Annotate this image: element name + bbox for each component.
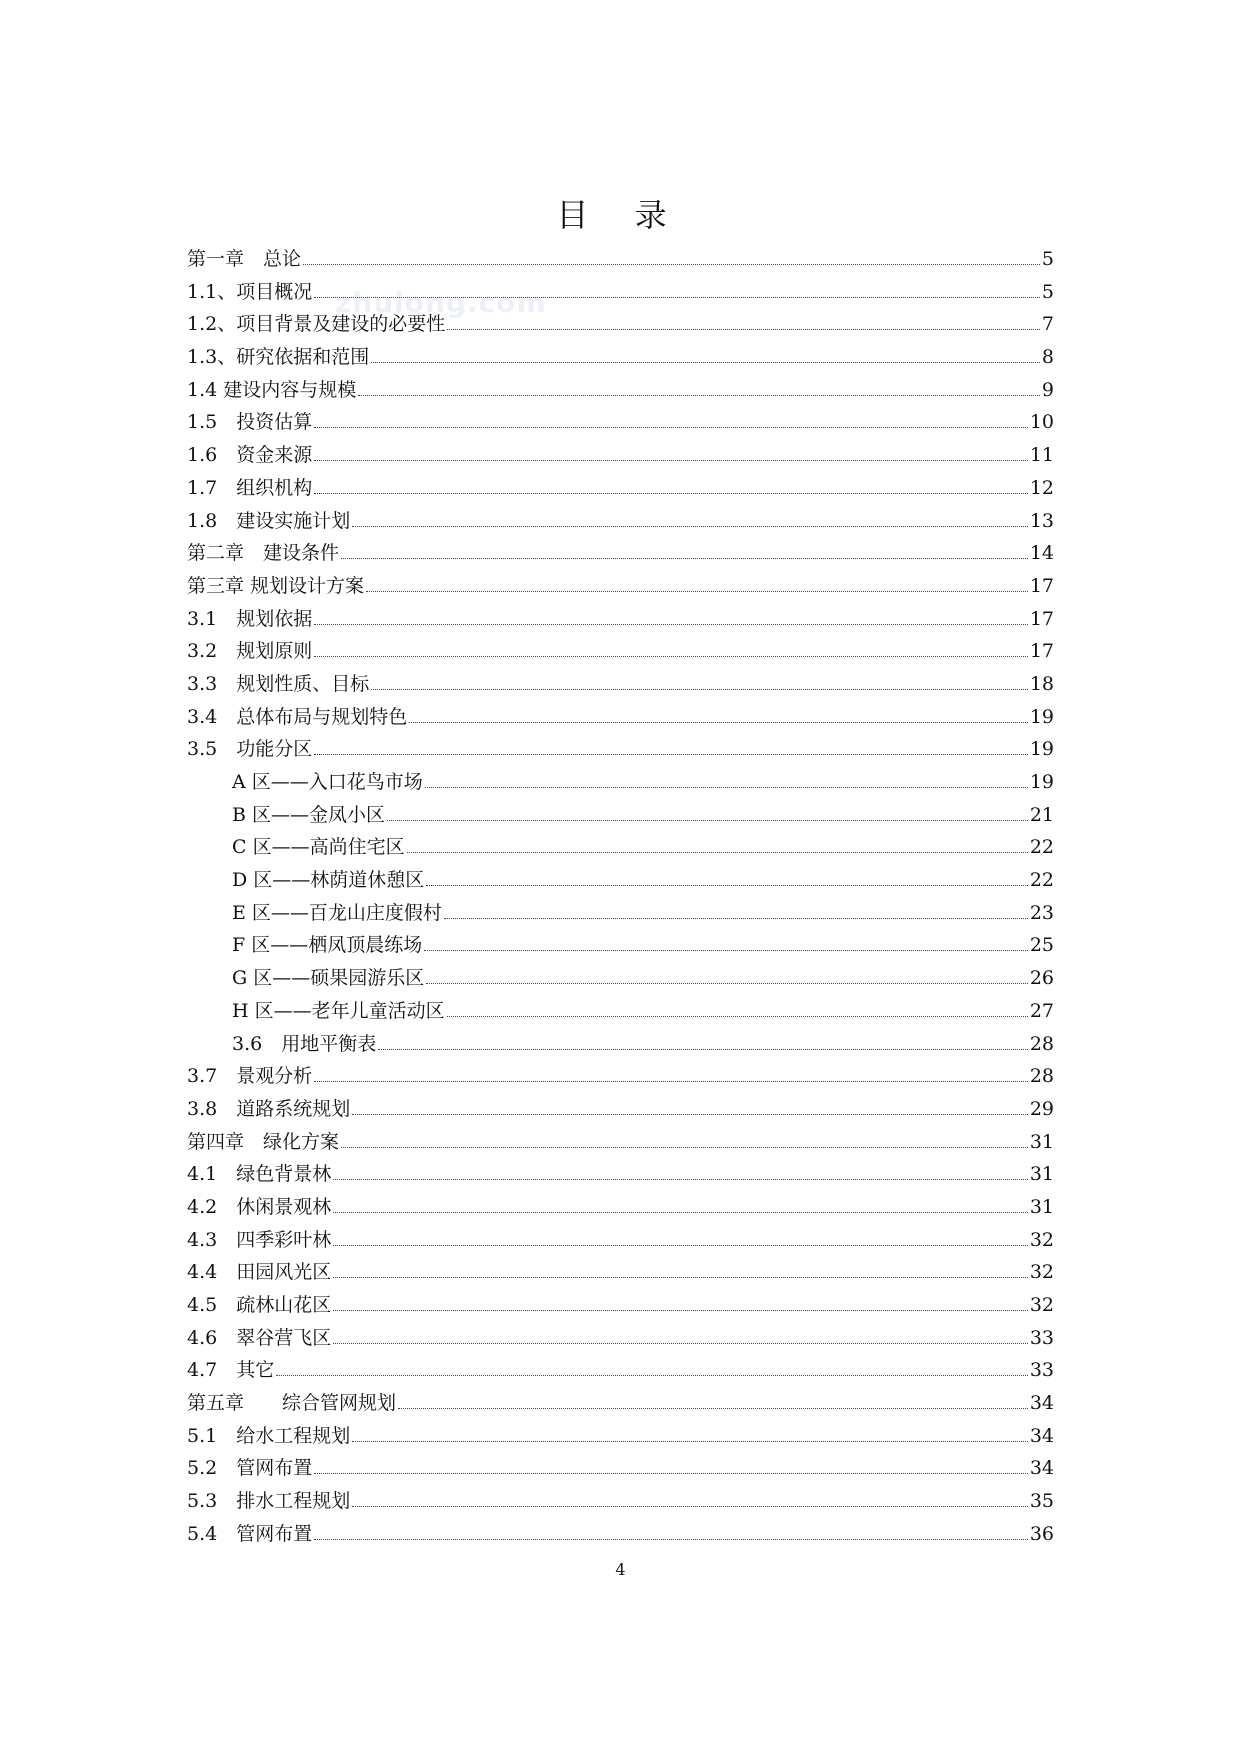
toc-entry-label: 4.5 疏林山花区	[187, 1294, 332, 1316]
toc-entry[interactable]	[187, 1421, 1054, 1454]
toc-entry[interactable]	[187, 440, 1054, 473]
toc-entry-page: 32	[1029, 1228, 1054, 1251]
toc-entry-page: 34	[1029, 1424, 1054, 1447]
toc-entry[interactable]	[187, 767, 1054, 800]
toc-leader-dots	[276, 1374, 1028, 1376]
toc-leader-dots	[341, 557, 1028, 559]
toc-entry-label: 第五章 综合管网规划	[187, 1392, 397, 1415]
toc-entry[interactable]	[187, 1061, 1054, 1094]
toc-leader-dots	[314, 1472, 1028, 1474]
toc-leader-dots	[398, 1407, 1028, 1409]
toc-entry-label: 4.6 翠谷营飞区	[187, 1326, 332, 1349]
toc-entry-page: 34	[1029, 1392, 1054, 1415]
toc-leader-dots	[333, 1244, 1028, 1246]
toc-entry[interactable]	[187, 407, 1054, 440]
toc-entry[interactable]	[187, 734, 1054, 767]
toc-leader-dots	[314, 426, 1028, 428]
toc-entry-page: 8	[1041, 346, 1054, 369]
toc-entry-label: 3.1 规划依据	[187, 607, 313, 630]
toc-entry-label: 1.6 资金来源	[187, 444, 313, 467]
toc-entry-page: 23	[1029, 901, 1054, 924]
toc-entry-page: 31	[1029, 1163, 1054, 1186]
toc-entry-label: 1.1、项目概况	[187, 280, 313, 303]
toc-leader-dots	[314, 753, 1028, 755]
toc-entry-page: 36	[1029, 1522, 1054, 1545]
toc-entry-label: 4.7 其它	[187, 1359, 275, 1382]
toc-entry-page: 34	[1029, 1457, 1054, 1480]
toc-entry[interactable]	[187, 1519, 1054, 1552]
toc-entry-page: 18	[1029, 672, 1054, 695]
toc-entry-page: 10	[1029, 411, 1054, 434]
toc-entry[interactable]	[187, 963, 1054, 996]
toc-entry[interactable]	[187, 865, 1054, 898]
toc-entry-page: 27	[1029, 999, 1054, 1022]
toc-entry-label: C 区——高尚住宅区	[232, 836, 405, 859]
toc-entry[interactable]	[187, 636, 1054, 669]
toc-entry[interactable]	[187, 898, 1054, 931]
toc-entry-page: 22	[1029, 836, 1054, 859]
toc-entry-page: 33	[1029, 1359, 1054, 1382]
toc-leader-dots	[333, 1276, 1028, 1278]
toc-entry[interactable]	[187, 1323, 1054, 1356]
toc-entry-page: 26	[1029, 967, 1054, 990]
toc-leader-dots	[352, 525, 1028, 527]
toc-entry[interactable]	[187, 930, 1054, 963]
page-number: 4	[615, 1560, 626, 1579]
toc-entry[interactable]	[187, 244, 1054, 277]
toc-entry[interactable]	[187, 1127, 1054, 1160]
toc-entry-page: 17	[1029, 640, 1054, 663]
toc-entry[interactable]	[187, 473, 1054, 506]
toc-leader-dots	[371, 361, 1040, 363]
toc-leader-dots	[333, 1178, 1028, 1180]
toc-leader-dots	[371, 688, 1028, 690]
toc-leader-dots	[444, 917, 1028, 919]
toc-leader-dots	[314, 655, 1028, 657]
toc-entry[interactable]	[187, 1486, 1054, 1519]
toc-entry[interactable]	[187, 342, 1054, 375]
toc-leader-dots	[425, 786, 1028, 788]
toc-leader-dots	[424, 949, 1028, 951]
toc-leader-dots	[447, 1015, 1028, 1017]
toc-leader-dots	[314, 623, 1028, 625]
toc-entry[interactable]	[187, 1388, 1054, 1421]
toc-entry-page: 31	[1029, 1195, 1054, 1218]
toc-entry[interactable]	[187, 538, 1054, 571]
toc-entry[interactable]	[187, 1290, 1054, 1323]
toc-entry-page: 19	[1029, 738, 1054, 761]
toc-entry-page: 7	[1041, 313, 1054, 336]
toc-entry-page: 5	[1041, 248, 1054, 270]
toc-leader-dots	[366, 590, 1028, 592]
toc-entry-page: 9	[1041, 378, 1054, 401]
toc-entry[interactable]	[187, 277, 1054, 310]
toc-entry-label: 1.8 建设实施计划	[187, 509, 351, 532]
toc-entry-page: 25	[1029, 934, 1054, 957]
toc-entry-page: 13	[1029, 509, 1054, 532]
toc-leader-dots	[352, 1440, 1028, 1442]
toc-entry-page: 12	[1029, 476, 1054, 499]
toc-entry[interactable]	[187, 800, 1054, 833]
toc-entry-label: 第一章 总论	[187, 248, 302, 270]
toc-entry-label: 5.2 管网布置	[187, 1457, 313, 1480]
toc-entry-label: 1.5 投资估算	[187, 411, 313, 434]
toc-entry-label: 5.3 排水工程规划	[187, 1490, 351, 1513]
toc-entry-label: 第四章 绿化方案	[187, 1130, 340, 1153]
toc-entry-page: 21	[1029, 803, 1054, 826]
toc-leader-dots	[314, 459, 1028, 461]
toc-entry-page: 35	[1029, 1490, 1054, 1513]
toc-entry-page: 29	[1029, 1097, 1054, 1120]
toc-entry[interactable]	[187, 1094, 1054, 1127]
toc-entry-page: 33	[1029, 1326, 1054, 1349]
toc-entry-label: 3.4 总体布局与规划特色	[187, 705, 408, 728]
toc-entry-label: 1.4 建设内容与规模	[187, 378, 357, 401]
toc-entry-page: 19	[1029, 771, 1054, 793]
toc-leader-dots	[303, 263, 1040, 265]
toc-entry-label: 4.2 休闲景观林	[187, 1195, 332, 1218]
toc-entry[interactable]	[187, 506, 1054, 539]
table-of-contents	[187, 244, 1054, 1552]
toc-entry-label: 3.7 景观分析	[187, 1065, 313, 1088]
toc-entry[interactable]	[187, 1257, 1054, 1290]
watermark: zhulong.com	[335, 286, 547, 319]
toc-entry-label: 3.8 道路系统规划	[187, 1097, 351, 1120]
toc-entry[interactable]	[187, 1355, 1054, 1388]
toc-entry[interactable]	[187, 832, 1054, 865]
toc-leader-dots	[358, 394, 1040, 396]
toc-entry[interactable]	[187, 669, 1054, 702]
toc-leader-dots	[314, 1538, 1028, 1540]
toc-entry-label: 4.1 绿色背景林	[187, 1163, 332, 1186]
toc-leader-dots	[352, 1113, 1028, 1115]
toc-entry-label: E 区——百龙山庄度假村	[232, 901, 442, 924]
toc-leader-dots	[314, 296, 1040, 298]
toc-entry-label: F 区——栖凤顶晨练场	[232, 934, 423, 957]
toc-entry[interactable]	[187, 375, 1054, 408]
toc-entry-label: A 区——入口花鸟市场	[232, 771, 423, 793]
toc-entry-label: G 区——硕果园游乐区	[232, 967, 425, 990]
toc-entry-label: 1.2、项目背景及建设的必要性	[187, 313, 446, 336]
toc-entry[interactable]	[187, 702, 1054, 735]
toc-leader-dots	[387, 819, 1028, 821]
toc-entry-page: 17	[1029, 607, 1054, 630]
toc-entry-label: 5.4 管网布置	[187, 1522, 313, 1545]
toc-entry-page: 22	[1029, 869, 1054, 892]
toc-entry-label: 第二章 建设条件	[187, 542, 340, 565]
toc-entry-label: 第三章 规划设计方案	[187, 574, 365, 597]
toc-leader-dots	[447, 328, 1040, 330]
page-title: 目 录	[556, 196, 685, 234]
toc-entry[interactable]	[187, 309, 1054, 342]
toc-entry[interactable]	[187, 604, 1054, 637]
toc-leader-dots	[426, 982, 1028, 984]
toc-entry-label: D 区——林荫道休憩区	[232, 869, 425, 892]
toc-leader-dots	[426, 884, 1028, 886]
toc-entry[interactable]	[187, 1159, 1054, 1192]
toc-entry[interactable]	[187, 1192, 1054, 1225]
toc-entry-label: 1.3、研究依据和范围	[187, 346, 370, 369]
toc-entry-label: 3.5 功能分区	[187, 738, 313, 761]
toc-leader-dots	[314, 1080, 1028, 1082]
toc-entry-label: 3.6 用地平衡表	[232, 1032, 377, 1055]
toc-entry-page: 5	[1041, 280, 1054, 303]
toc-leader-dots	[341, 1146, 1028, 1148]
toc-entry-page: 28	[1029, 1032, 1054, 1055]
toc-entry-label: 3.2 规划原则	[187, 640, 313, 663]
toc-entry-page: 17	[1029, 574, 1054, 597]
toc-entry[interactable]	[187, 1453, 1054, 1486]
toc-entry-label: H 区——老年儿童活动区	[232, 999, 445, 1022]
toc-entry-page: 31	[1029, 1130, 1054, 1153]
toc-entry-label: 4.4 田园风光区	[187, 1261, 332, 1284]
toc-entry-page: 11	[1029, 444, 1054, 467]
toc-entry-page: 32	[1029, 1261, 1054, 1284]
toc-leader-dots	[333, 1309, 1028, 1311]
toc-entry-label: 3.3 规划性质、目标	[187, 672, 370, 695]
toc-entry-label: 5.1 给水工程规划	[187, 1424, 351, 1447]
toc-entry-page: 19	[1029, 705, 1054, 728]
toc-entry[interactable]	[187, 1029, 1054, 1062]
toc-entry-label: B 区——金凤小区	[232, 803, 386, 826]
toc-entry[interactable]	[187, 571, 1054, 604]
toc-leader-dots	[314, 492, 1028, 494]
toc-leader-dots	[409, 721, 1028, 723]
toc-entry-label: 4.3 四季彩叶林	[187, 1228, 332, 1251]
toc-leader-dots	[352, 1505, 1028, 1507]
toc-entry[interactable]	[187, 1225, 1054, 1258]
toc-leader-dots	[407, 851, 1028, 853]
toc-entry-label: 1.7 组织机构	[187, 476, 313, 499]
toc-entry-page: 14	[1029, 542, 1054, 565]
toc-leader-dots	[378, 1048, 1028, 1050]
toc-leader-dots	[333, 1211, 1028, 1213]
toc-leader-dots	[333, 1342, 1028, 1344]
toc-entry-page: 32	[1029, 1294, 1054, 1316]
toc-entry-page: 28	[1029, 1065, 1054, 1088]
toc-entry[interactable]	[187, 996, 1054, 1029]
